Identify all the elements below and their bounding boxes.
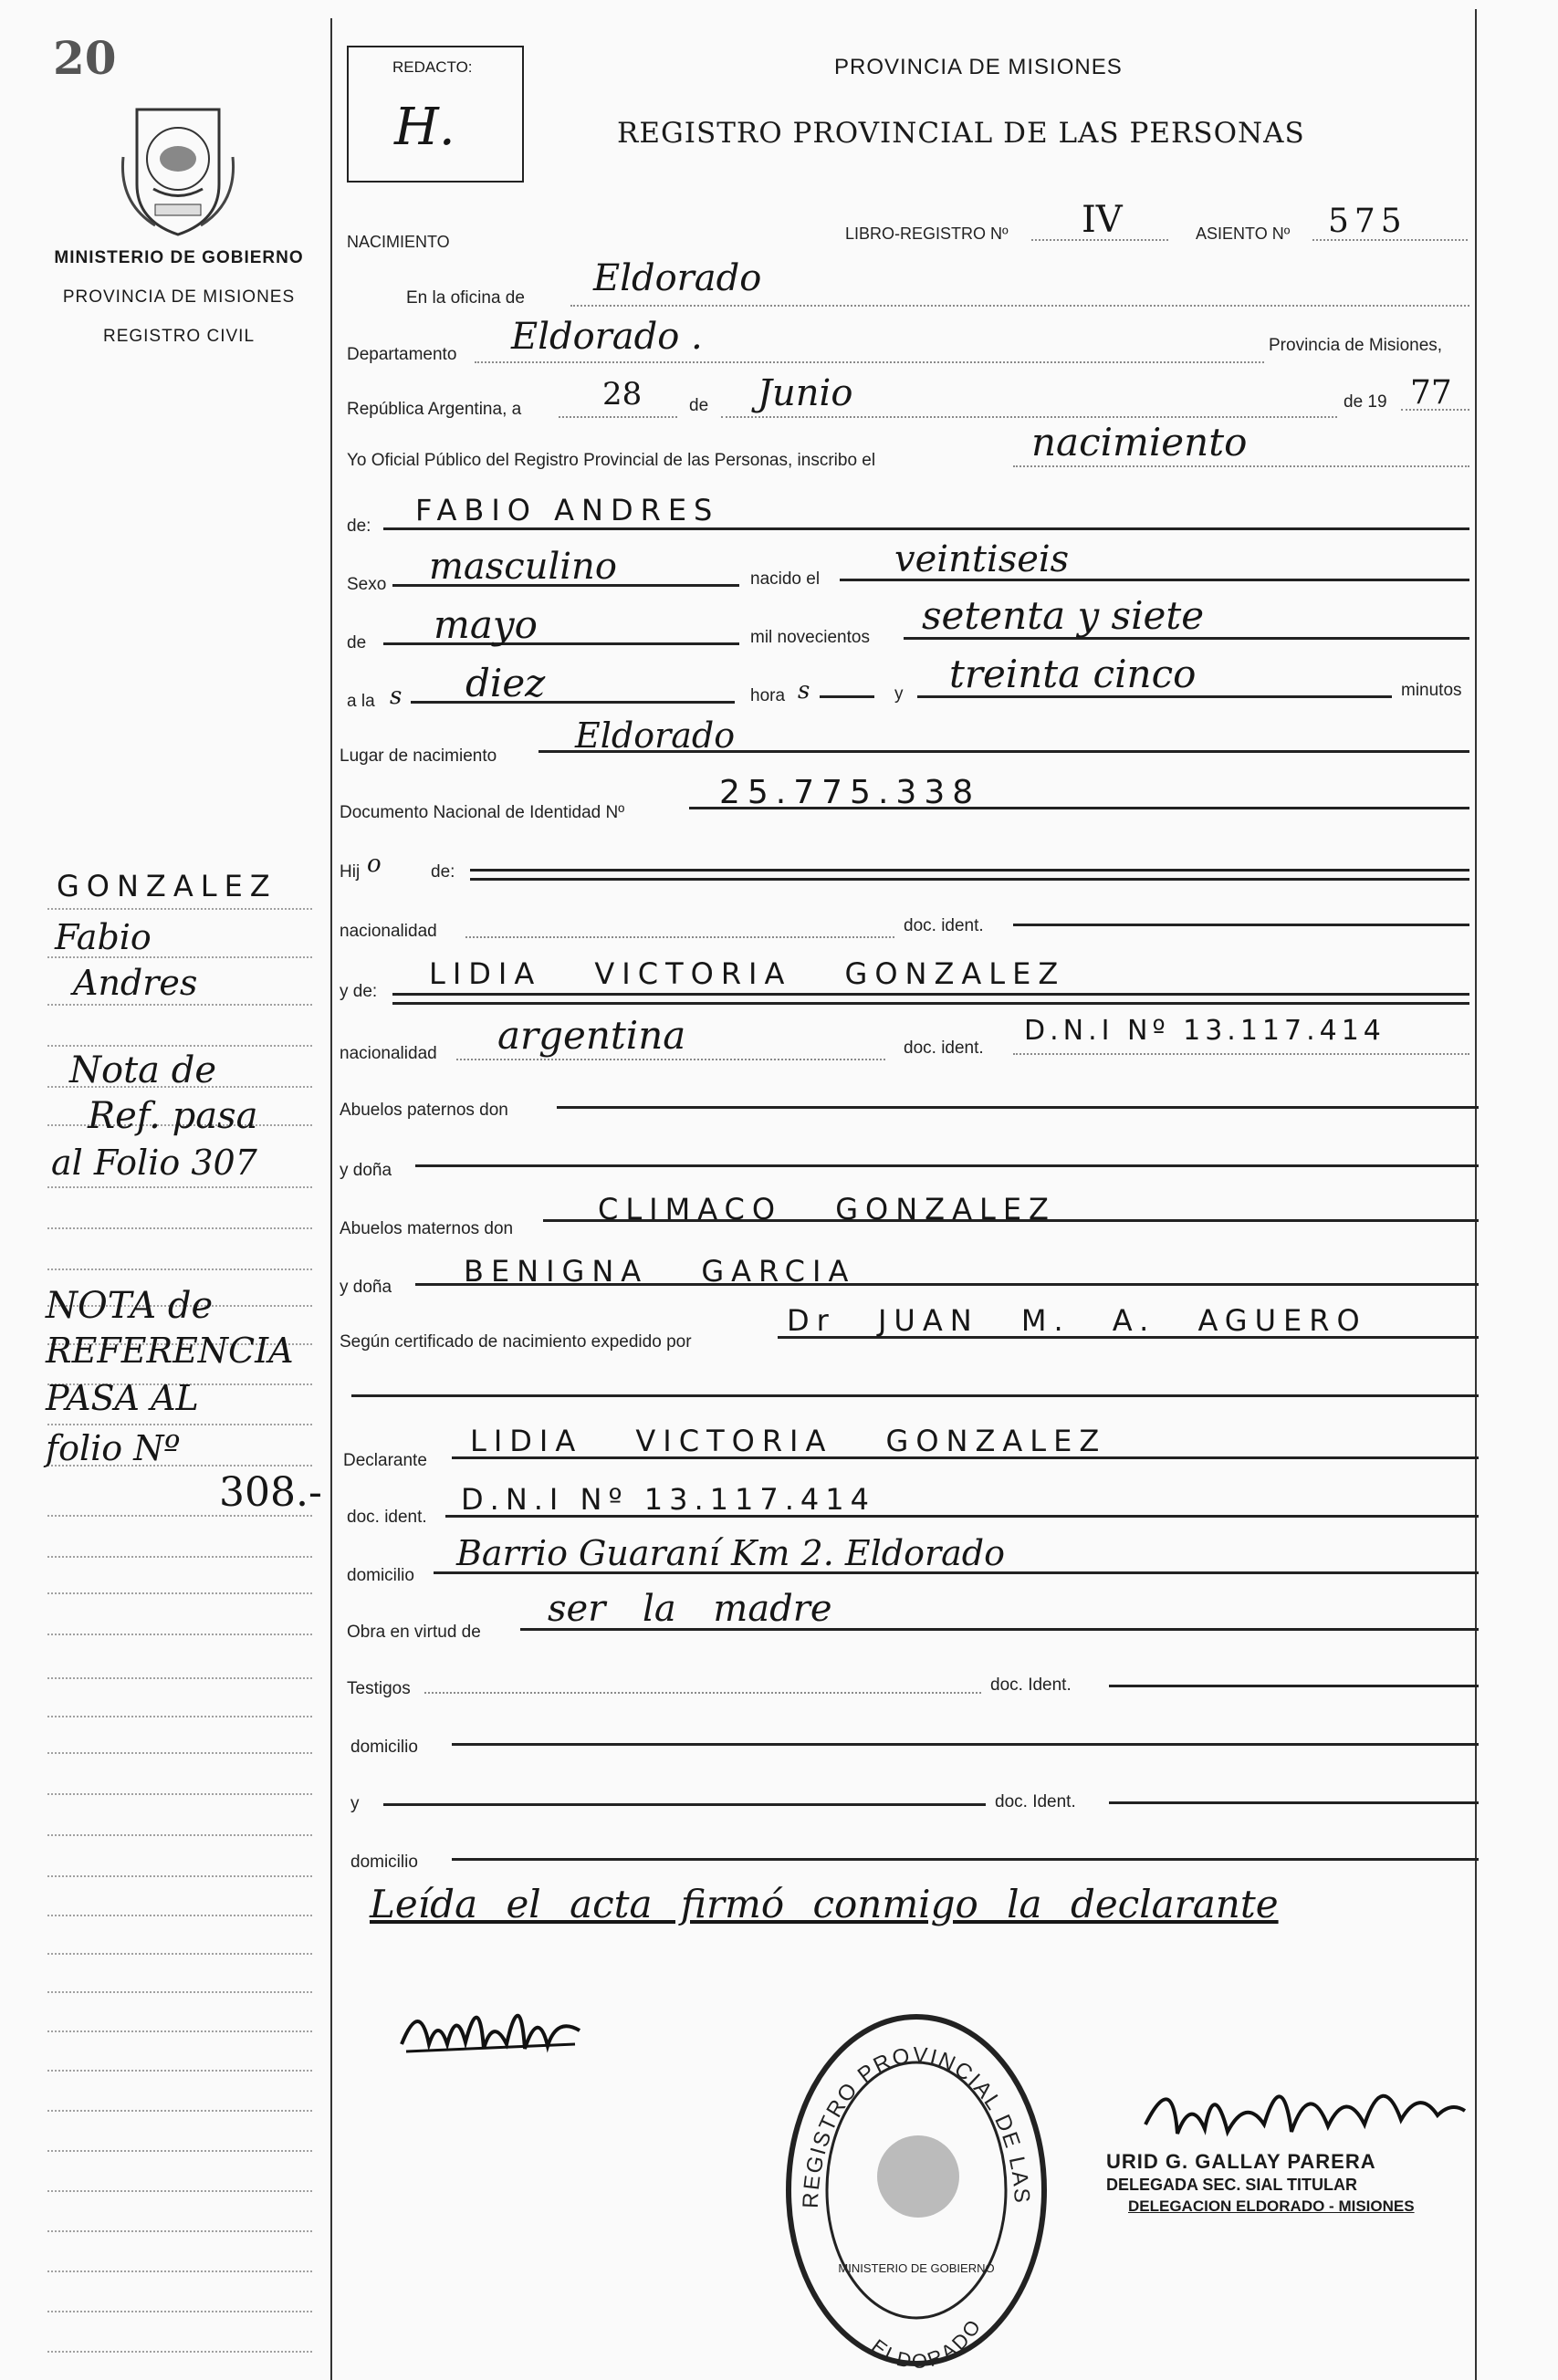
departamento-value[interactable]: Eldorado . bbox=[511, 316, 703, 358]
alas-s: s bbox=[390, 683, 403, 710]
redacto-label: REDACTO: bbox=[392, 58, 473, 76]
svg-text:ELDORADO bbox=[867, 2313, 987, 2373]
right-border bbox=[1475, 9, 1477, 2380]
declarante-value[interactable]: LIDIA VICTORIA GONZALEZ bbox=[470, 1424, 1107, 1458]
obra-value[interactable]: ser la madre bbox=[548, 1588, 832, 1630]
official-name: URID G. GALLAY PARERA bbox=[1106, 2150, 1376, 2173]
nacionalidad2-label: nacionalidad bbox=[340, 1044, 437, 1063]
abuelo-m-value[interactable]: CLIMACO GONZALEZ bbox=[598, 1192, 1056, 1227]
docident4-label: doc. Ident. bbox=[990, 1675, 1072, 1695]
oficial-value[interactable]: nacimiento bbox=[1031, 420, 1248, 465]
margin-note2-line5: 308.- bbox=[219, 1469, 322, 1516]
anio-nac-value[interactable]: setenta y siete bbox=[922, 593, 1205, 638]
anio-prefix: de 19 bbox=[1344, 392, 1387, 412]
republica-label: República Argentina, a bbox=[347, 400, 522, 419]
de-nombre-label: de: bbox=[347, 517, 371, 536]
dni-label: Documento Nacional de Identidad Nº bbox=[340, 803, 625, 822]
anio-value[interactable]: 77 bbox=[1410, 374, 1452, 412]
margin-note2-line1: NOTA de bbox=[46, 1285, 214, 1327]
coat-of-arms-icon bbox=[119, 102, 237, 239]
official-title: DELEGADA SEC. SIAL TITULAR bbox=[1106, 2176, 1358, 2194]
margin-note1-line1: Nota de bbox=[69, 1049, 216, 1091]
domicilio-label: domicilio bbox=[347, 1566, 414, 1585]
nacido-label: nacido el bbox=[750, 569, 821, 589]
docident2-label: doc. ident. bbox=[904, 1039, 984, 1058]
docident-label: doc. ident. bbox=[904, 916, 984, 935]
stamp-inner: MINISTERIO DE GOBIERNO bbox=[838, 2261, 995, 2275]
docident3-label: doc. ident. bbox=[347, 1508, 427, 1527]
margin-second-name: Andres bbox=[73, 963, 198, 1003]
madre-value[interactable]: LIDIA VICTORIA GONZALEZ bbox=[429, 956, 1066, 991]
oficial-label: Yo Oficial Público del Registro Provincial de las Personas, inscribo el bbox=[347, 451, 876, 470]
page-number: 20 bbox=[53, 31, 117, 85]
docident2-value[interactable]: D.N.I Nº 13.117.414 bbox=[1024, 1015, 1385, 1047]
stamp-ring-top: REGISTRO PROVINCIAL DE LAS bbox=[798, 2042, 1035, 2209]
margin-note2-line2: REFERENCIA bbox=[46, 1331, 294, 1371]
hora-value[interactable]: diez bbox=[465, 661, 546, 705]
de-label-1: de bbox=[689, 396, 709, 415]
margin-note2-line3: PASA AL bbox=[46, 1378, 199, 1418]
margin-first-name: Fabio bbox=[55, 917, 152, 957]
yde-label: y de: bbox=[340, 982, 378, 1001]
declarante-label: Declarante bbox=[343, 1451, 427, 1470]
nombre-value[interactable]: FABIO ANDRES bbox=[415, 493, 720, 527]
official-office: DELEGACION ELDORADO - MISIONES bbox=[1128, 2197, 1415, 2215]
y-label: y bbox=[894, 684, 904, 704]
mes-value[interactable]: Junio bbox=[758, 372, 853, 414]
ydona2-label: y doña bbox=[340, 1278, 392, 1297]
libro-value: IV bbox=[1082, 199, 1123, 241]
de-label-3: de: bbox=[431, 862, 455, 882]
testigos-label: Testigos bbox=[347, 1679, 411, 1698]
sexo-label: Sexo bbox=[347, 575, 387, 594]
stamp-ring-bottom: ELDORADO bbox=[866, 2313, 987, 2373]
oficina-label: En la oficina de bbox=[406, 288, 525, 308]
asiento-value: 575 bbox=[1328, 203, 1407, 240]
alas-label: a la bbox=[347, 692, 375, 711]
certificado-label: Según certificado de nacimiento expedido por bbox=[340, 1332, 692, 1352]
domicilio-value[interactable]: Barrio Guaraní Km 2. Eldorado bbox=[456, 1533, 1005, 1573]
obra-label: Obra en virtud de bbox=[347, 1623, 481, 1642]
dni-value[interactable]: 25.775.338 bbox=[719, 774, 981, 811]
abuela-m-value[interactable]: BENIGNA GARCIA bbox=[464, 1254, 856, 1289]
redacto-value: H. bbox=[394, 98, 455, 157]
declarant-signature bbox=[392, 1980, 593, 2072]
hijo-label: Hij bbox=[340, 862, 361, 882]
official-signature bbox=[1136, 2061, 1474, 2161]
certificado-value[interactable]: Dr JUAN M. A. AGUERO bbox=[787, 1303, 1367, 1338]
ministry-label: MINISTERIO DE GOBIERNO bbox=[54, 248, 304, 267]
lugar-value[interactable]: Eldorado bbox=[575, 715, 736, 756]
section-label: NACIMIENTO bbox=[347, 233, 450, 251]
nacionalidad-label: nacionalidad bbox=[340, 922, 437, 941]
margin-rule bbox=[330, 18, 332, 2380]
mes-nac-value[interactable]: mayo bbox=[434, 602, 538, 647]
abuelos-m-label: Abuelos maternos don bbox=[340, 1219, 514, 1238]
docident3-value[interactable]: D.N.I Nº 13.117.414 bbox=[461, 1482, 875, 1517]
official-stamp bbox=[781, 2008, 1051, 2373]
margin-note2-line4: folio Nº bbox=[46, 1428, 181, 1468]
ydona-label: y doña bbox=[340, 1161, 392, 1180]
libro-label: LIBRO-REGISTRO Nº bbox=[845, 224, 1009, 243]
horas-s: s bbox=[798, 677, 810, 705]
y2-label: y bbox=[350, 1794, 360, 1813]
provincia-suffix: Provincia de Misiones, bbox=[1269, 336, 1443, 355]
minutos-label: minutos bbox=[1401, 681, 1462, 700]
docident5-label: doc. Ident. bbox=[995, 1792, 1076, 1811]
hijo-o: o bbox=[367, 851, 382, 878]
province-label: PROVINCIA DE MISIONES bbox=[62, 287, 296, 307]
margin-note1-line2: Ref. pasa bbox=[88, 1095, 258, 1137]
lugar-label: Lugar de nacimiento bbox=[340, 746, 497, 766]
domicilio2-label: domicilio bbox=[350, 1738, 418, 1757]
sexo-value[interactable]: masculino bbox=[429, 546, 617, 588]
nacido-value[interactable]: veintiseis bbox=[894, 538, 1070, 580]
mil-label: mil novecientos bbox=[750, 628, 870, 647]
redacto-box bbox=[347, 46, 524, 183]
departamento-label: Departamento bbox=[347, 345, 457, 364]
minutos-value[interactable]: treinta cinco bbox=[949, 652, 1197, 696]
horas-label: hora bbox=[750, 686, 786, 705]
asiento-label: ASIENTO Nº bbox=[1196, 224, 1291, 243]
domicilio3-label: domicilio bbox=[350, 1853, 418, 1872]
leida-text: Leída el acta firmó conmigo la declarante bbox=[370, 1882, 1279, 1926]
nacionalidad2-value[interactable]: argentina bbox=[497, 1013, 686, 1058]
oficina-value[interactable]: Eldorado bbox=[593, 257, 762, 299]
registry-label: REGISTRO CIVIL bbox=[102, 327, 256, 346]
document-title: REGISTRO PROVINCIAL DE LAS PERSONAS bbox=[617, 117, 1305, 150]
margin-note1-line3: al Folio 307 bbox=[51, 1143, 257, 1183]
de-label-2: de bbox=[347, 633, 367, 652]
margin-surname: GONZALEZ bbox=[57, 869, 277, 903]
header-province: PROVINCIA DE MISIONES bbox=[834, 55, 1123, 79]
dia-value[interactable]: 28 bbox=[602, 376, 643, 412]
abuelos-p-label: Abuelos paternos don bbox=[340, 1101, 508, 1120]
